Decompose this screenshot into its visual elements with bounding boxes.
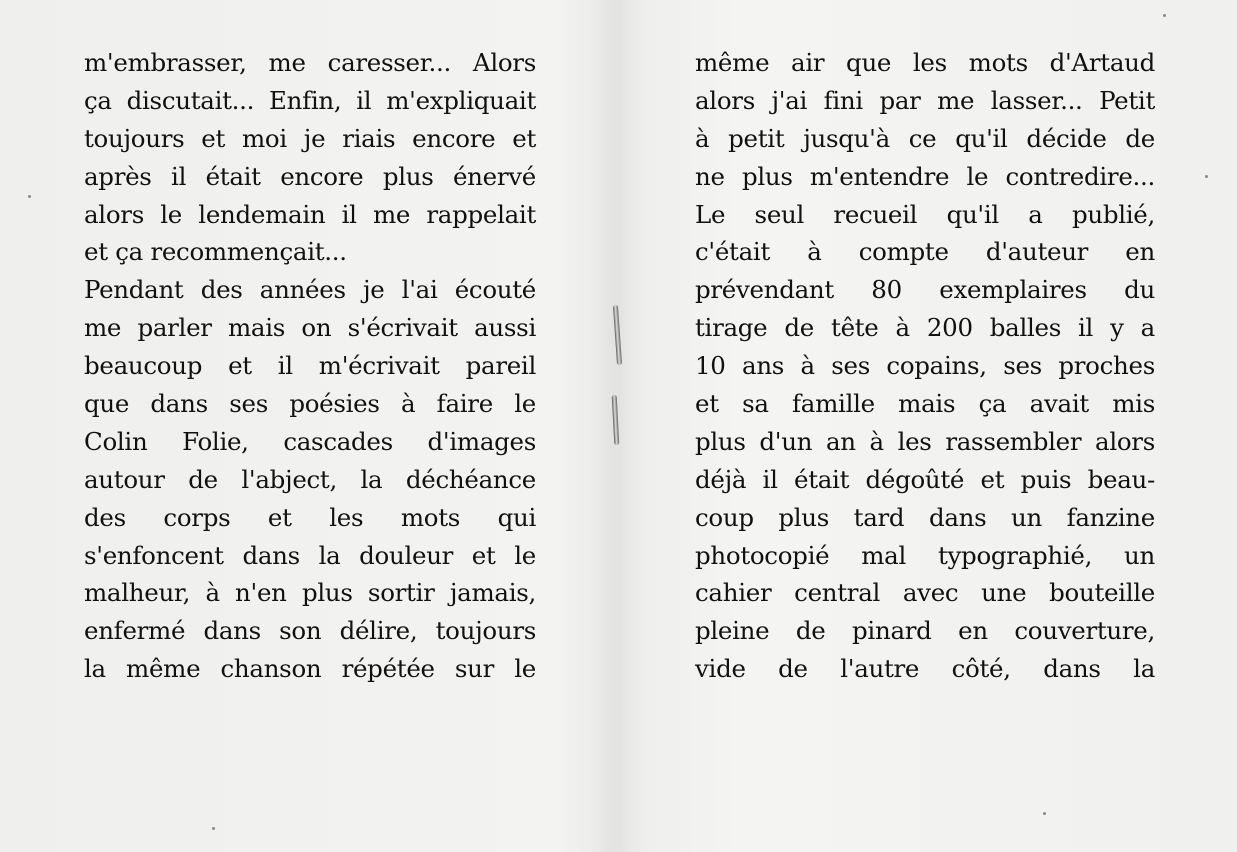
left-line-9: beaucoup et il m'écrivait pareil	[84, 351, 536, 381]
left-line-3: toujours et moi je riais encore et	[84, 123, 536, 153]
left-line-2: ça discutait... Enfin, il m'expliquait	[84, 85, 536, 115]
left-page	[84, 44, 536, 688]
left-line-1: m'embrasser, me caresser... Alors	[84, 48, 536, 77]
right-line-9: 10 ans à ses copains, ses proches	[695, 351, 1155, 381]
gutter-shadow	[590, 0, 650, 852]
paper-speck	[212, 827, 215, 830]
left-line-15: malheur, à n'en plus sortir jamais,	[84, 578, 536, 608]
paper-speck	[1163, 14, 1166, 17]
right-line-7: prévendant 80 exemplaires du	[695, 275, 1155, 305]
right-line-2: alors j'ai fini par me lasser... Petit	[695, 85, 1155, 115]
left-line-13: des corps et les mots qui	[84, 502, 536, 532]
left-line-12: autour de l'abject, la déchéance	[84, 464, 536, 494]
left-line-11: Colin Folie, cascades d'images	[84, 426, 536, 456]
left-line-6: et ça recommençait...	[84, 237, 347, 267]
left-line-17: la même chanson répétée sur le	[84, 654, 536, 684]
left-line-10: que dans ses poésies à faire le	[84, 389, 536, 419]
left-line-14: s'enfoncent dans la douleur et le	[84, 540, 536, 570]
right-line-4: ne plus m'entendre le contredire...	[695, 161, 1155, 191]
left-line-8: me parler mais on s'écrivait aussi	[84, 313, 536, 343]
right-line-6: c'était à compte d'auteur en	[695, 237, 1155, 267]
right-line-16: pleine de pinard en couverture,	[695, 616, 1155, 646]
right-page	[695, 44, 1155, 688]
right-line-5: Le seul recueil qu'il a publié,	[695, 199, 1155, 229]
right-line-17: vide de l'autre côté, dans la	[695, 654, 1155, 684]
left-line-4: après il était encore plus énervé	[84, 161, 536, 191]
right-line-10: et sa famille mais ça avait mis	[695, 389, 1155, 419]
left-line-7: Pendant des années je l'ai écouté	[84, 275, 536, 305]
right-line-1: même air que les mots d'Artaud	[695, 48, 1155, 77]
right-line-3: à petit jusqu'à ce qu'il décide de	[695, 123, 1155, 153]
right-line-8: tirage de tête à 200 balles il y a	[695, 313, 1155, 343]
right-line-13: coup plus tard dans un fanzine	[695, 502, 1155, 532]
right-line-11: plus d'un an à les rassembler alors	[695, 426, 1155, 456]
paper-speck	[1043, 812, 1046, 815]
right-line-15: cahier central avec une bouteille	[695, 578, 1155, 608]
left-line-16: enfermé dans son délire, toujours	[84, 616, 536, 646]
paper-speck	[28, 195, 31, 198]
left-line-5: alors le lendemain il me rappelait	[84, 199, 536, 229]
right-line-12: déjà il était dégoûté et puis beau-	[695, 464, 1155, 494]
right-line-14: photocopié mal typographié, un	[695, 540, 1155, 570]
paper-speck	[1205, 175, 1208, 178]
